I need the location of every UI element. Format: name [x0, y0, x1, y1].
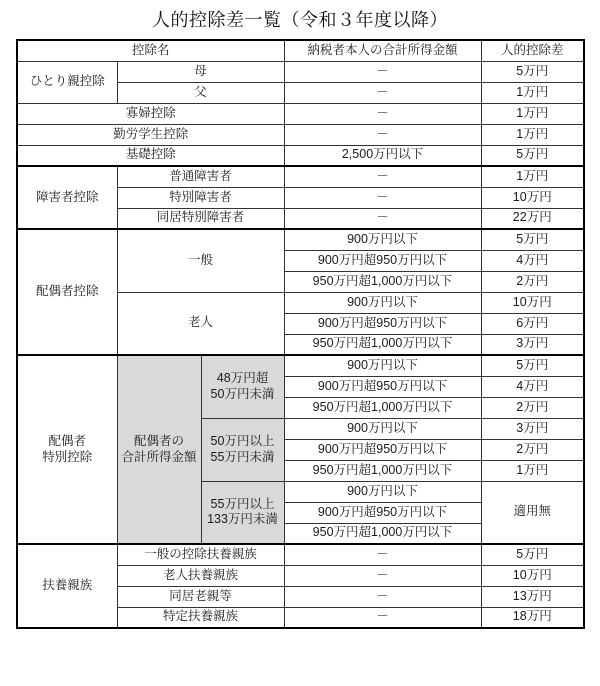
table-row — [17, 124, 584, 145]
table-row — [17, 355, 584, 376]
income-value: － — [284, 124, 481, 145]
spouse-income-header-line1: 配偶者の — [133, 433, 184, 448]
difference-value: 6万円 — [481, 313, 584, 334]
difference-value: 1万円 — [481, 103, 584, 124]
group-label-single-parent: ひとり親控除 — [17, 61, 117, 103]
difference-value: 22万円 — [481, 208, 584, 229]
bracket-line1: 55万円以上 — [210, 496, 275, 511]
income-value: 900万円以下 — [284, 229, 481, 250]
income-value: 900万円超950万円以下 — [284, 376, 481, 397]
difference-value: 4万円 — [481, 250, 584, 271]
difference-value: 10万円 — [481, 565, 584, 586]
difference-value: 3万円 — [481, 418, 584, 439]
subtype-elderly-dependent: 老人扶養親族 — [117, 565, 284, 586]
difference-not-applicable: 適用無 — [481, 481, 584, 544]
subtype-ordinary-disability: 普通障害者 — [117, 166, 284, 187]
difference-value: 5万円 — [481, 355, 584, 376]
subtype-cohabiting-elderly-parent: 同居老親等 — [117, 586, 284, 607]
income-bracket-50-55 — [201, 418, 284, 481]
spouse-income-header — [117, 355, 201, 544]
group-label-line1: 配偶者 — [48, 433, 86, 448]
header-deduction-difference: 人的控除差 — [481, 40, 584, 61]
income-value: － — [284, 586, 481, 607]
group-label-spouse-special-deduction — [17, 355, 117, 544]
difference-value: 5万円 — [481, 229, 584, 250]
difference-value: 2万円 — [481, 439, 584, 460]
difference-value: 5万円 — [481, 61, 584, 82]
income-value: 950万円超1,000万円以下 — [284, 523, 481, 544]
difference-value: 4万円 — [481, 376, 584, 397]
difference-value: 5万円 — [481, 145, 584, 166]
bracket-line2: 133万円未満 — [207, 512, 278, 527]
table-row — [17, 61, 584, 82]
group-label-spouse-deduction: 配偶者控除 — [17, 229, 117, 355]
difference-value: 3万円 — [481, 334, 584, 355]
income-value: － — [284, 103, 481, 124]
deduction-table-container — [16, 39, 583, 629]
income-value: － — [284, 565, 481, 586]
difference-value: 2万円 — [481, 397, 584, 418]
bracket-line2: 55万円未満 — [210, 449, 275, 464]
group-label-dependents: 扶養親族 — [17, 544, 117, 628]
income-value: 900万円超950万円以下 — [284, 250, 481, 271]
income-value: 950万円超1,000万円以下 — [284, 271, 481, 292]
subtype-elderly: 老人 — [117, 292, 284, 355]
subtype-general-dependent: 一般の控除扶養親族 — [117, 544, 284, 565]
table-row — [17, 145, 584, 166]
table-row — [17, 229, 584, 250]
income-value: 950万円超1,000万円以下 — [284, 397, 481, 418]
income-value: － — [284, 166, 481, 187]
difference-value: 18万円 — [481, 607, 584, 628]
subtype-special-disability: 特別障害者 — [117, 187, 284, 208]
difference-value: 1万円 — [481, 460, 584, 481]
deduction-basic: 基礎控除 — [17, 145, 284, 166]
bracket-line2: 50万円未満 — [210, 386, 275, 401]
income-value: － — [284, 544, 481, 565]
difference-value: 2万円 — [481, 271, 584, 292]
income-value: 2,500万円以下 — [284, 145, 481, 166]
income-value: － — [284, 187, 481, 208]
deduction-working-student: 勤労学生控除 — [17, 124, 284, 145]
bracket-line1: 48万円超 — [216, 371, 269, 386]
group-label-line2: 特別控除 — [42, 449, 93, 464]
table-header-row — [17, 40, 584, 61]
deduction-widow: 寡婦控除 — [17, 103, 284, 124]
difference-value: 5万円 — [481, 544, 584, 565]
spouse-income-header-line2: 合計所得金額 — [121, 449, 197, 464]
difference-value: 1万円 — [481, 82, 584, 103]
header-taxpayer-income: 納税者本人の合計所得金額 — [284, 40, 481, 61]
bracket-line1: 50万円以上 — [210, 433, 275, 448]
income-value: 900万円超950万円以下 — [284, 313, 481, 334]
table-row — [17, 103, 584, 124]
income-value: － — [284, 607, 481, 628]
difference-value: 10万円 — [481, 187, 584, 208]
income-value: 900万円超950万円以下 — [284, 502, 481, 523]
subtype-cohabiting-special-disability: 同居特別障害者 — [117, 208, 284, 229]
table-row — [17, 166, 584, 187]
income-value: － — [284, 61, 481, 82]
subtype-mother: 母 — [117, 61, 284, 82]
subtype-specified-dependent: 特定扶養親族 — [117, 607, 284, 628]
difference-value: 1万円 — [481, 166, 584, 187]
income-value: 950万円超1,000万円以下 — [284, 334, 481, 355]
income-value: 900万円以下 — [284, 481, 481, 502]
page-title: 人的控除差一覧（令和３年度以降） — [152, 10, 448, 30]
income-value: － — [284, 208, 481, 229]
difference-value: 1万円 — [481, 124, 584, 145]
table-row — [17, 544, 584, 565]
subtype-father: 父 — [117, 82, 284, 103]
income-value: 900万円以下 — [284, 355, 481, 376]
header-deduction-name: 控除名 — [17, 40, 284, 61]
income-value: － — [284, 82, 481, 103]
difference-value: 10万円 — [481, 292, 584, 313]
income-value: 900万円以下 — [284, 292, 481, 313]
income-value: 900万円以下 — [284, 418, 481, 439]
subtype-general: 一般 — [117, 229, 284, 292]
group-label-disability: 障害者控除 — [17, 166, 117, 229]
deduction-difference-table — [16, 39, 585, 629]
income-bracket-48-50 — [201, 355, 284, 418]
income-bracket-55-133 — [201, 481, 284, 544]
income-value: 950万円超1,000万円以下 — [284, 460, 481, 481]
income-value: 900万円超950万円以下 — [284, 439, 481, 460]
difference-value: 13万円 — [481, 586, 584, 607]
